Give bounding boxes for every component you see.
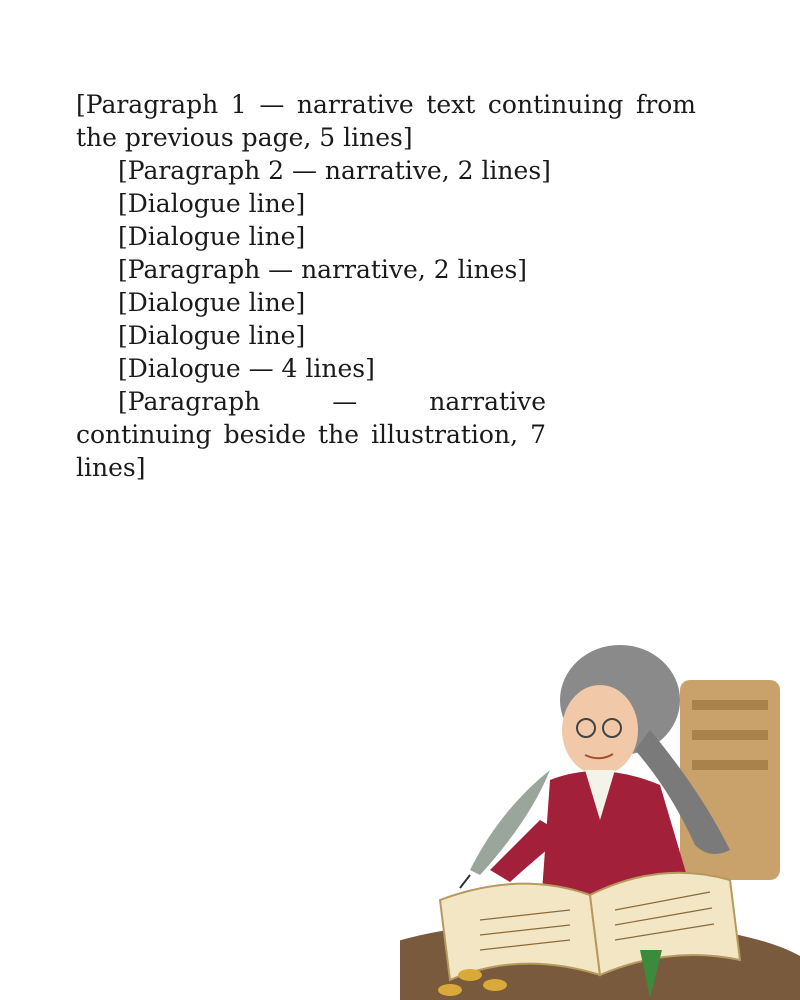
paragraph: [Paragraph 2 — narrative, 2 lines] [118,156,551,185]
fairy-writing-illustration [400,620,800,1000]
page-text [76,88,696,484]
dialogue-line: [Dialogue line] [118,222,306,251]
paragraph: [Paragraph — narrative continuing beside the illustration, 7 lines] [76,387,546,482]
dialogue-line: [Dialogue line] [118,288,306,317]
face-icon [562,685,638,775]
dialogue-line: [Dialogue — 4 lines] [118,354,375,383]
paragraph: [Paragraph 1 — narrative text continuing from the previous page, 5 lines] [76,90,696,152]
dialogue-line: [Dialogue line] [118,321,306,350]
paragraph: [Paragraph — narrative, 2 lines] [118,255,528,284]
dialogue-line: [Dialogue line] [118,189,306,218]
